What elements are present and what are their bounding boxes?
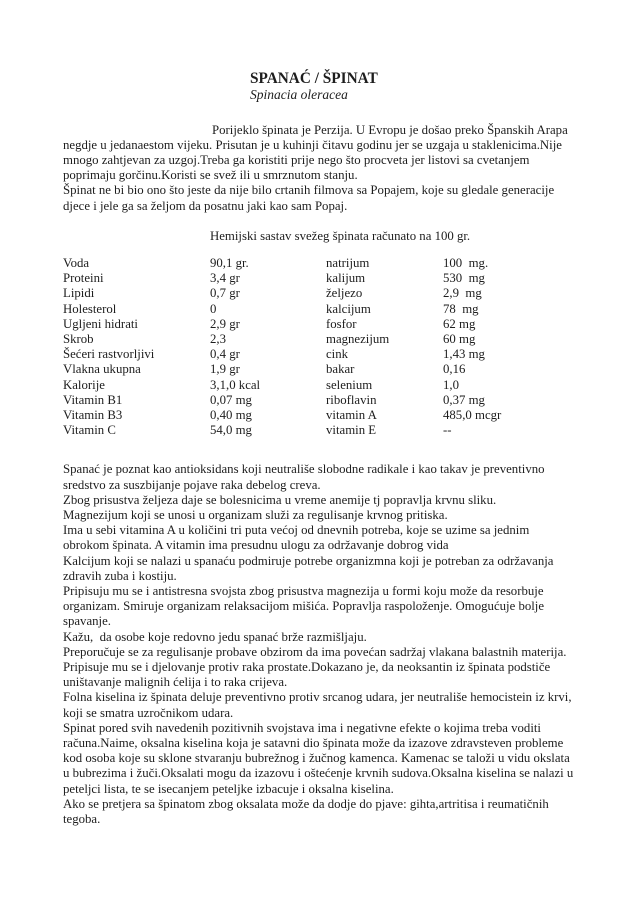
nutrient-name: natrijum: [326, 255, 370, 270]
body-paragraph: Pripisuju mu se i antistresna svojsta zbog prisustva magnezija u formi koju može da resorbuje organizam. Smiruje organizam relaksacijom mišića. Popravlja raspoloženje. Omogućuje bolje spavanje.: [63, 583, 548, 629]
body-paragraph: Kažu, da osobe koje redovno jedu spanać brže razmišljaju.: [63, 629, 367, 644]
spacer: [63, 103, 577, 123]
document-subtitle: Spinacia oleracea: [250, 87, 348, 102]
nutrient-value: 0,40 mg: [210, 407, 252, 422]
intro-paragraph: Porijeklo špinata je Perzija. U Evropu je došao preko Španskih Arapa negdje u jedanaestom vijeku. Prisutan je u kuhinji čitavu godinu jer se uzgaja u staklenicima.Nije mnogo zahtjevan za uzgoj.Treba ga koristiti prije nego što procveta jer listovi sa cvetanjem poprimaju gorčinu.Koristi se svež ili u smrznutom stanju.: [63, 122, 571, 183]
nutrient-value: 54,0 mg: [210, 423, 252, 438]
nutrient-value: 3,4 gr: [210, 271, 240, 286]
nutrient-name: Ugljeni hidrati: [63, 316, 138, 331]
nutrient-value: 0: [210, 301, 217, 316]
nutrient-value: 60 mg: [443, 331, 476, 346]
body-paragraph: Kalcijum koji se nalazi u spanaću podmiruje potrebe organizmna koji je potreban za održavanja zdravih zuba i kostiju.: [63, 553, 557, 583]
nutrient-name: Vitamin B3: [63, 407, 123, 422]
nutrient-value: 2,3: [210, 331, 226, 346]
table-caption: Hemijski sastav svežeg špinata računato na 100 gr.: [210, 228, 471, 243]
nutrient-value: 100 mg.: [443, 255, 489, 270]
nutrient-value: --: [443, 423, 452, 438]
nutrient-name: riboflavin: [326, 392, 377, 407]
nutrient-name: Vitamin C: [63, 423, 116, 438]
nutrient-value: 62 mg: [443, 316, 476, 331]
body-paragraph: Spanać je poznat kao antioksidans koji neutrališe slobodne radikale i kao takav je preventivno sredstvo za suszbijanje pojave raka debelog creva.: [63, 462, 548, 492]
nutrient-name: fosfor: [326, 316, 357, 331]
body-paragraph: Spinat pored svih navedenih pozitivnih svojstava ima i negativne efekte o kojima treba voditi računa.Naime, oksalna kiselina koja je satavni dio špinata može da izazove zdravsteven probleme kod osoba koje su sklone stvaranju bubrežnog i žučnog kamenca. Kamenac se taloži u vidu okslata u bubrezima i žuči.Oksalati mogu da izazovu i oštećenje krvnih sudova.Oksalna kiselina se nalazi u peteljci lista, te se isecanjem peteljke izbacuje i oksalna kiselina.: [63, 720, 577, 796]
body-paragraph: Folna kiselina iz špinata deluje preventivno protiv srcanog udara, jer neutrališe hemocistein iz krvi, koji se smatra uzročnikom udara.: [63, 690, 575, 720]
nutrient-value: 1,9 gr: [210, 362, 240, 377]
nutrient-value: 530 mg: [443, 271, 485, 286]
nutrition-table: [63, 256, 577, 438]
document-title: SPANAĆ / ŠPINAT: [250, 70, 378, 87]
nutrient-value: 78 mg: [443, 301, 479, 316]
nutrient-value: 1,43 mg: [443, 347, 485, 362]
nutrient-value: 2,9 gr: [210, 316, 240, 331]
body-paragraph: Magnezijum koji se unosi u organizam služi za regulisanje krvnog pritiska.: [63, 507, 448, 522]
nutrient-name: bakar: [326, 362, 355, 377]
nutrient-name: cink: [326, 347, 349, 362]
nutrient-value: 0,07 mg: [210, 392, 252, 407]
nutrient-name: kalcijum: [326, 301, 371, 316]
nutrient-value: 2,9 mg: [443, 286, 482, 301]
body-paragraph: Ima u sebi vitamina A u količini tri puta većoj od dnevnih potreba, koje se uzime sa jednim obrokom špinata. A vitamin ima presudnu ulogu za održavanje dobrog vida: [63, 523, 533, 553]
nutrient-name: Voda: [63, 255, 90, 270]
spacer: [63, 438, 577, 462]
body-paragraph: Zbog prisustva željeza daje se bolesnicima u vreme anemije tj popravlja krvnu sliku.: [63, 492, 497, 507]
nutrient-name: vitamin A: [326, 407, 377, 422]
body-paragraph: Pripisuje mu se i djelovanje protiv raka prostate.Dokazano je, da neoksantin iz špinata podstiče uništavanje malignih ćelija i to raka crijeva.: [63, 660, 554, 690]
nutrient-value: 0,7 gr: [210, 286, 240, 301]
nutrient-name: Lipidi: [63, 286, 95, 301]
nutrient-name: Holesterol: [63, 301, 117, 316]
spacer: [63, 214, 577, 229]
nutrient-name: Vitamin B1: [63, 392, 123, 407]
nutrient-value: 0,4 gr: [210, 347, 240, 362]
nutrient-name: vitamin E: [326, 423, 377, 438]
spacer: [63, 244, 577, 256]
body-paragraph: Ako se pretjera sa špinatom zbog oksalata može da dodje do pjave: gihta,artritisa i reumatičnih tegoba.: [63, 796, 552, 827]
nutrient-name: Kalorije: [63, 377, 105, 392]
nutrient-value: 3,1,0 kcal: [210, 377, 261, 392]
nutrient-value: 0,16: [443, 362, 466, 377]
intro-paragraph: Špinat ne bi bio ono što jeste da nije bilo crtanih filmova sa Popajem, koje su gledale generacije djece i jele ga sa željom da posatnu jaki kao sam Popaj.: [63, 183, 558, 213]
nutrient-value: 90,1 gr.: [210, 255, 249, 270]
nutrient-name: željezo: [326, 286, 363, 301]
nutrient-name: magnezijum: [326, 331, 390, 346]
nutrient-name: kalijum: [326, 271, 366, 286]
nutrient-name: Proteini: [63, 271, 104, 286]
nutrient-name: Skrob: [63, 331, 94, 346]
document-content: [63, 70, 577, 827]
nutrient-value: 0,37 mg: [443, 392, 485, 407]
nutrient-name: selenium: [326, 377, 373, 392]
nutrient-value: 1,0: [443, 377, 459, 392]
nutrient-value: 485,0 mcgr: [443, 407, 502, 422]
nutrient-name: Šećeri rastvorljivi: [63, 347, 155, 362]
nutrient-name: Vlakna ukupna: [63, 362, 141, 377]
body-paragraph: Preporučuje se za regulisanje probave obzirom da ima povećan sadržaj vlakana balastnih materija.: [63, 644, 567, 659]
